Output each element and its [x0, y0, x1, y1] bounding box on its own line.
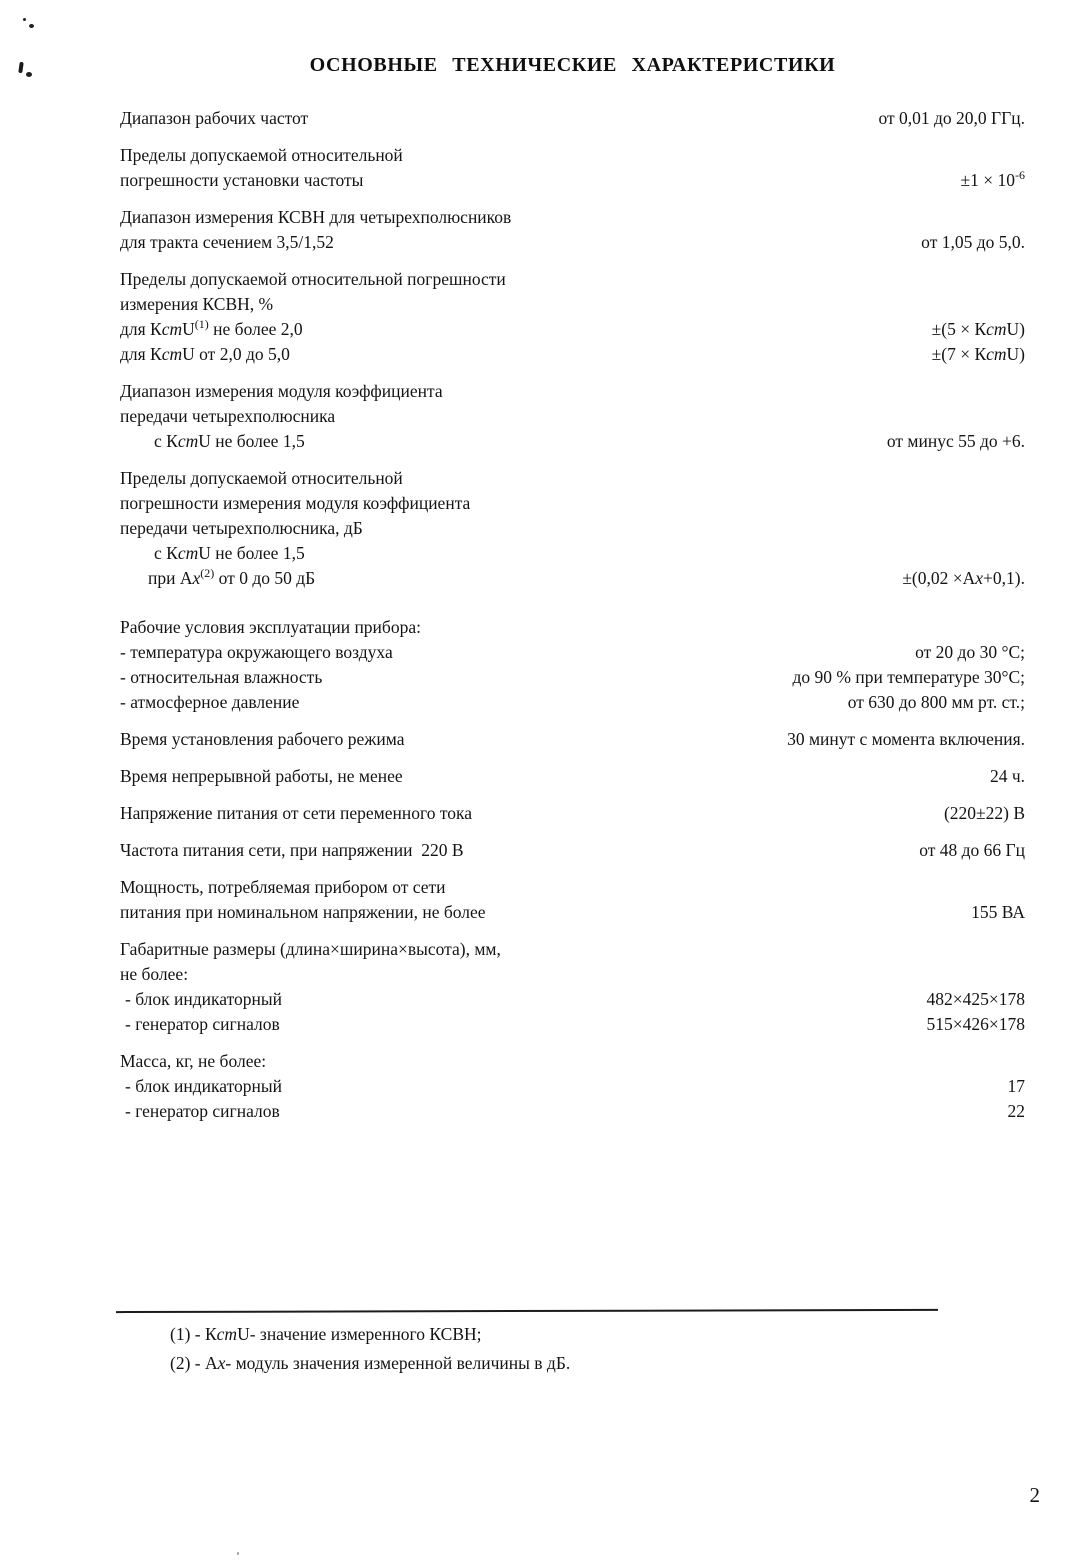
- spec-row: [120, 764, 1025, 789]
- spec-row-line: [120, 404, 1025, 429]
- spec-value: (220±22) В: [943, 803, 1025, 823]
- spec-value: ±(5 × КстU): [931, 319, 1025, 339]
- spec-row-line: [120, 516, 1025, 541]
- spec-row-line: [120, 292, 1025, 317]
- spec-label: Габаритные размеры (длина×ширина×высота), мм,: [120, 939, 501, 959]
- ink-speck-bottom: [237, 1552, 239, 1555]
- spec-value: от 20 до 30 °С;: [915, 642, 1025, 662]
- spec-value: 22: [1007, 1101, 1025, 1121]
- spec-label: - блок индикаторный: [125, 1076, 282, 1096]
- spec-row: [120, 143, 1025, 193]
- spec-label: измерения КСВН, %: [120, 294, 274, 314]
- spec-row-line: [120, 838, 1025, 863]
- spec-label: питания при номинальном напряжении, не более: [120, 902, 486, 922]
- spec-label: погрешности измерения модуля коэффициента: [120, 493, 471, 513]
- ink-mark-top-2: [29, 24, 34, 28]
- footnote-list: [120, 1312, 1025, 1378]
- spec-row: [120, 801, 1025, 826]
- spec-row-line: [120, 267, 1025, 292]
- footnote: (1) - КстU- значение измеренного КСВН;: [170, 1324, 482, 1344]
- spec-label: - генератор сигналов: [125, 1014, 280, 1034]
- spec-label: - температура окружающего воздуха: [120, 642, 393, 662]
- spec-value: ±(0,02 ×Ах+0,1).: [902, 568, 1025, 588]
- spec-label: для КстU$^{(1)}$ не более 2,0: [120, 317, 303, 339]
- spec-row-line: [120, 317, 1025, 342]
- spec-label: Диапазон измерения КСВН для четырехполюсников: [120, 207, 512, 227]
- spec-row-line: [120, 665, 1025, 690]
- spec-row-line: [120, 1074, 1025, 1099]
- spec-label: - генератор сигналов: [125, 1101, 280, 1121]
- spec-row-line: [120, 429, 1025, 454]
- ink-mark-left-2: [26, 72, 32, 77]
- page-title: ОСНОВНЫЕ ТЕХНИЧЕСКИЕ ХАРАКТЕРИСТИКИ: [309, 54, 836, 76]
- spec-row: [120, 727, 1025, 752]
- ink-mark-top-1: [23, 18, 26, 21]
- spec-row: [120, 379, 1025, 454]
- spec-row-line: [120, 342, 1025, 367]
- spec-label: погрешности установки частоты: [120, 170, 364, 190]
- spec-row-line: [120, 541, 1025, 566]
- spec-value: от 630 до 800 мм рт. ст.;: [847, 692, 1025, 712]
- spec-row-line: [120, 900, 1025, 925]
- page-content: [120, 52, 1025, 1378]
- spec-label: для тракта сечением 3,5/1,52: [120, 232, 334, 252]
- spec-row-line: [120, 962, 1025, 987]
- spec-value: 482×425×178: [926, 989, 1025, 1009]
- spec-value: от 0,01 до 20,0 ГГц.: [878, 108, 1025, 128]
- spec-label: Пределы допускаемой относительной: [120, 145, 403, 165]
- spec-label: Диапазон рабочих частот: [120, 108, 309, 128]
- spec-row-line: [120, 566, 1025, 591]
- spec-row-line: [120, 1012, 1025, 1037]
- spec-row-line: [120, 690, 1025, 715]
- spec-row-line: [120, 727, 1025, 752]
- spec-value: от 1,05 до 5,0.: [921, 232, 1025, 252]
- spec-label: при $Ах^{(2)}$ от 0 до 50 дБ: [148, 566, 316, 588]
- spec-row-line: [120, 1049, 1025, 1074]
- spec-row-line: [120, 466, 1025, 491]
- page-number: 2: [1029, 1483, 1040, 1507]
- spec-label: Время непрерывной работы, не менее: [120, 766, 403, 786]
- spec-row-line: [120, 640, 1025, 665]
- spec-value: ±(7 × КстU): [931, 344, 1025, 364]
- ink-mark-left-1: [18, 62, 23, 73]
- spec-row: [120, 106, 1025, 131]
- footnote: (2) - Ах- модуль значения измеренной величины в дБ.: [170, 1353, 571, 1373]
- spec-row-line: [120, 615, 1025, 640]
- spec-row: [120, 466, 1025, 591]
- spec-value: 30 минут с момента включения.: [787, 729, 1025, 749]
- spec-label: с КстU не более 1,5: [154, 543, 305, 563]
- spec-row-line: [120, 801, 1025, 826]
- spec-row-line: [120, 987, 1025, 1012]
- spec-label: передачи четырехполюсника, дБ: [120, 518, 363, 538]
- spec-value: 515×426×178: [926, 1014, 1025, 1034]
- spec-value: от 48 до 66 Гц: [919, 840, 1025, 860]
- spec-row: [120, 838, 1025, 863]
- spec-label: Диапазон измерения модуля коэффициента: [120, 381, 443, 401]
- spec-row-line: [120, 143, 1025, 168]
- spec-label: Пределы допускаемой относительной погрешности: [120, 269, 506, 289]
- spec-label: с КстU не более 1,5: [154, 431, 305, 451]
- spec-value: 155 ВА: [971, 902, 1025, 922]
- spec-label: Рабочие условия эксплуатации прибора:: [120, 617, 421, 637]
- spec-value: $\pm 1 \times 10^{-6}$: [960, 168, 1025, 190]
- spec-label: - относительная влажность: [120, 667, 323, 687]
- spec-label: Масса, кг, не более:: [120, 1051, 267, 1071]
- spec-label: Мощность, потребляемая прибором от сети: [120, 877, 446, 897]
- spec-value: 17: [1007, 1076, 1025, 1096]
- spec-row: [120, 875, 1025, 925]
- spec-value: до 90 % при температуре 30°С;: [792, 667, 1025, 687]
- footnotes-section: [120, 1310, 1025, 1378]
- spec-row-line: [120, 379, 1025, 404]
- spec-row-line: [120, 764, 1025, 789]
- spec-table: [120, 106, 1025, 1124]
- spec-label: Пределы допускаемой относительной: [120, 468, 403, 488]
- spec-row: [120, 267, 1025, 367]
- spec-row-line: [120, 205, 1025, 230]
- spec-row: [120, 615, 1025, 715]
- spec-label: не более:: [120, 964, 189, 984]
- spec-row-line: [120, 937, 1025, 962]
- spec-label: для КстU от 2,0 до 5,0: [120, 344, 290, 364]
- spec-row-line: [120, 106, 1025, 131]
- spec-label: передачи четырехполюсника: [120, 406, 336, 426]
- spec-row-line: [120, 875, 1025, 900]
- spec-label: - блок индикаторный: [125, 989, 282, 1009]
- spec-row-line: [120, 230, 1025, 255]
- spec-row: [120, 1049, 1025, 1124]
- spec-row: [120, 205, 1025, 255]
- spec-row-line: [120, 1099, 1025, 1124]
- spec-value: от минус 55 до +6.: [886, 431, 1025, 451]
- spec-label: - атмосферное давление: [120, 692, 300, 712]
- spec-row-line: [120, 491, 1025, 516]
- spec-row: [120, 937, 1025, 1037]
- spec-row-line: [120, 168, 1025, 193]
- spec-label: Время установления рабочего режима: [120, 729, 405, 749]
- spec-value: 24 ч.: [989, 766, 1025, 786]
- spec-label: Напряжение питания от сети переменного тока: [120, 803, 473, 823]
- spec-label: Частота питания сети, при напряжении 220 В: [120, 840, 464, 860]
